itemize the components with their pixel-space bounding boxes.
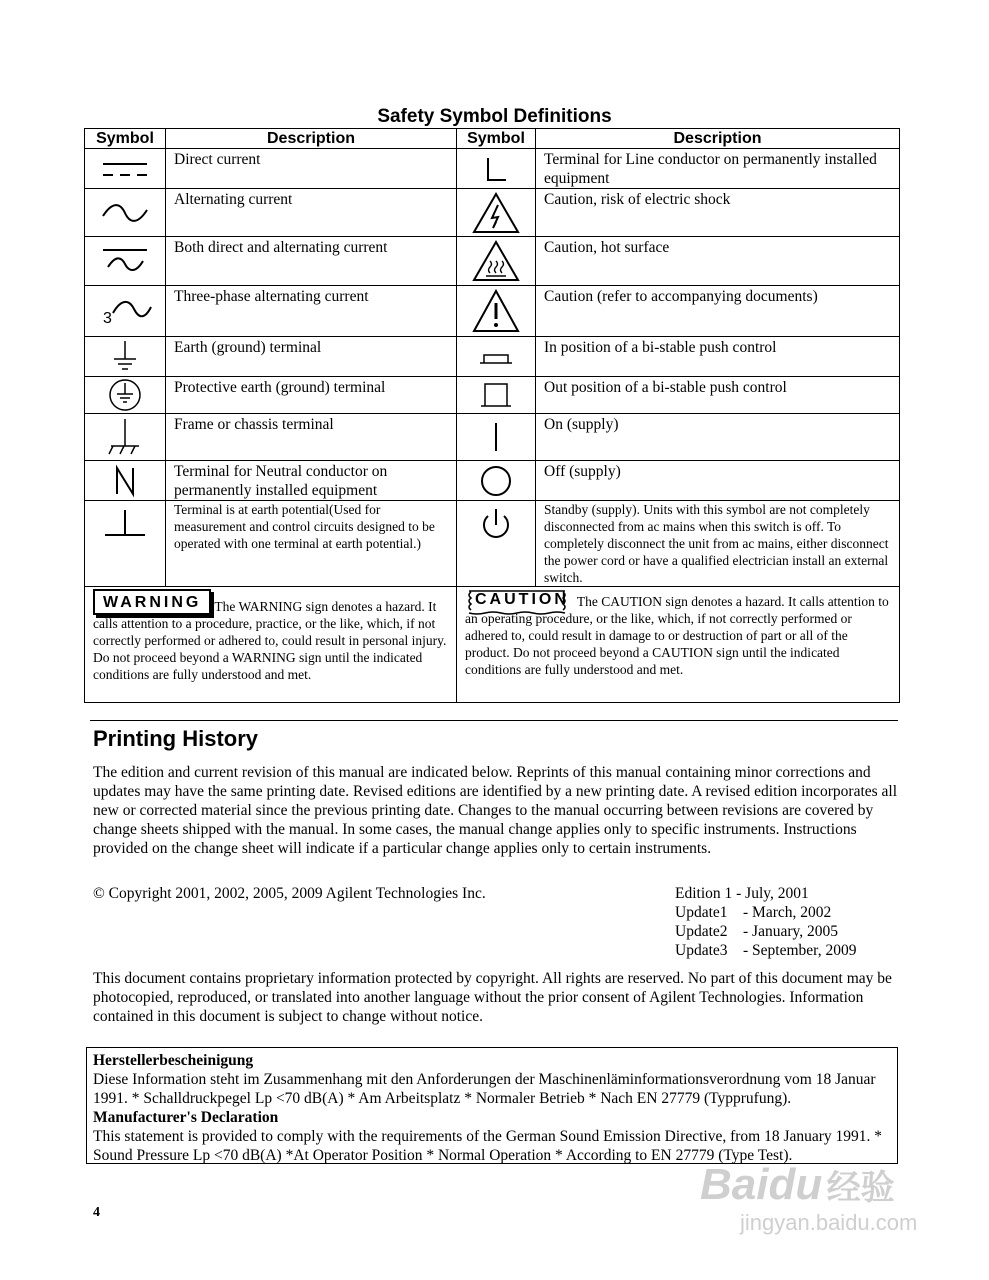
symbol-description: Protective earth (ground) terminal: [166, 377, 457, 414]
declaration-box: [86, 1047, 898, 1164]
safety-symbol-table: [84, 128, 900, 703]
table-row: [85, 149, 900, 189]
symbol-description: Direct current: [166, 149, 457, 189]
earth-ground-icon: [85, 337, 166, 377]
symbol-description: Terminal for Neutral conductor on permanently installed equipment: [166, 461, 457, 501]
caution-text: The CAUTION sign denotes a hazard. It calls attention to an operating procedure, or the like, which, if not correctly performed or adhered to, could result in damage to or destruction of part or all of the product. Do not proceed beyond a CAUTION sign until the indicated conditions are fully understood and met.: [465, 594, 889, 677]
header-symbol-2: Symbol: [457, 129, 536, 149]
caution-exclamation-icon: [457, 286, 536, 337]
table-row: [85, 501, 900, 587]
push-out-position-icon: [457, 377, 536, 414]
symbol-description: Alternating current: [166, 189, 457, 237]
symbol-description: In position of a bi-stable push control: [536, 337, 900, 377]
table-header-row: [85, 129, 900, 149]
power-on-icon: [457, 414, 536, 461]
header-symbol-1: Symbol: [85, 129, 166, 149]
warning-badge: WARNING: [93, 589, 211, 615]
header-description-1: Description: [166, 129, 457, 149]
rights-notice: This document contains proprietary information protected by copyright. All rights are reserved. No part of this document may be photocopied, reproduced, or translated into another language without the prior consent of Agilent Technologies. Information contained in this document is subject to change without notice.: [93, 970, 892, 1025]
edition-entry: Update2 - January, 2005: [675, 923, 838, 940]
svg-text:3: 3: [103, 310, 112, 327]
symbol-description: Both direct and alternating current: [166, 237, 457, 286]
protective-earth-icon: [85, 377, 166, 414]
baidu-watermark: [700, 1160, 917, 1236]
header-description-2: Description: [536, 129, 900, 149]
three-phase-ac-icon: [85, 286, 166, 337]
table-row: [85, 414, 900, 461]
symbol-description: Terminal is at earth potential(Used for measurement and control circuits designed to be operated with one terminal at earth potential.): [166, 501, 457, 587]
direct-current-icon: [85, 149, 166, 189]
electric-shock-warning-icon: [457, 189, 536, 237]
table-row: [85, 461, 900, 501]
table-row: [85, 237, 900, 286]
caution-notice: [457, 587, 900, 703]
earth-potential-icon: [85, 501, 166, 587]
line-conductor-icon: [457, 149, 536, 189]
section-divider: [90, 720, 898, 721]
watermark-cn: 经验: [826, 1169, 895, 1207]
watermark-url: jingyan.baidu.com: [740, 1210, 918, 1235]
hot-surface-warning-icon: [457, 237, 536, 286]
symbol-description: On (supply): [536, 414, 900, 461]
table-row: [85, 337, 900, 377]
watermark-brand: Baidu: [700, 1160, 823, 1209]
chassis-terminal-icon: [85, 414, 166, 461]
edition-entry: Edition 1 - July, 2001: [675, 885, 809, 902]
german-declaration-heading: Herstellerbescheinigung: [93, 1052, 254, 1069]
alternating-current-icon: [85, 189, 166, 237]
power-off-icon: [457, 461, 536, 501]
german-declaration-text: Diese Information steht im Zusammenhang mit den Anforderungen der Maschinenläminformationsverordnung vom 18 Januar 1991. * Schalldruckpegel Lp <70 dB(A) * Am Arbeitsplatz * Normaler Betrieb * Nach EN 27779 (Typprufung).: [93, 1071, 876, 1107]
english-declaration-text: This statement is provided to comply with the requirements of the German Sound Emission Directive, from 18 January 1991. * Sound Pressure Lp <70 dB(A) *At Operator Position * Normal Operation * According to EN 27779 (Type Test).: [93, 1128, 883, 1164]
symbol-description: Caution (refer to accompanying documents): [536, 286, 900, 337]
symbol-description: Out position of a bi-stable push control: [536, 377, 900, 414]
symbol-description: Frame or chassis terminal: [166, 414, 457, 461]
table-row: [85, 286, 900, 337]
english-declaration-heading: Manufacturer's Declaration: [93, 1109, 279, 1126]
edition-list: [675, 884, 856, 960]
warning-text: The WARNING sign denotes a hazard. It calls attention to a procedure, practice, or the like, which, if not correctly performed or adhered to, could result in personal injury. Do not proceed beyond a WARNING sign until the indicated conditions are fully understood and met.: [93, 599, 447, 682]
table-row: [85, 189, 900, 237]
symbol-description: Earth (ground) terminal: [166, 337, 457, 377]
printing-history-title: Printing History: [93, 726, 259, 751]
table-row: [85, 377, 900, 414]
neutral-conductor-icon: [85, 461, 166, 501]
symbol-description: Terminal for Line conductor on permanently installed equipment: [536, 149, 900, 189]
push-in-position-icon: [457, 337, 536, 377]
symbol-description: Standby (supply). Units with this symbol are not completely disconnected from ac mains when this switch is off. To completely disconnect the unit from ac mains, either disconnect the power cord or have a qualified electrician install an external switch.: [536, 501, 900, 587]
edition-entry: Update3 - September, 2009: [675, 942, 857, 959]
symbol-description: Off (supply): [536, 461, 900, 501]
caution-badge-label: CAUTION: [475, 591, 569, 608]
symbol-description: Three-phase alternating current: [166, 286, 457, 337]
warning-notice: [85, 587, 457, 703]
table-title: Safety Symbol Definitions: [377, 106, 612, 127]
caution-badge: [465, 589, 577, 610]
printing-history-body: The edition and current revision of this manual are indicated below. Reprints of this manual containing minor corrections and updates may have the same printing date. Revised editions are identified by a new printing date. A revised edition incorporates all new or corrected material since the previous printing date. Changes to the manual occurring between revisions are covered by change sheets shipped with the manual. In some cases, the manual change applies only to specific instruments. Instructions provided on the change sheet will indicate if a particular change applies only to certain instruments.: [93, 764, 898, 857]
notice-row: [85, 587, 900, 703]
copyright-notice: © Copyright 2001, 2002, 2005, 2009 Agilent Technologies Inc.: [93, 885, 486, 902]
page-number: 4: [93, 1205, 100, 1220]
symbol-description: Caution, risk of electric shock: [536, 189, 900, 237]
symbol-description: Caution, hot surface: [536, 237, 900, 286]
standby-icon: [457, 501, 536, 587]
ac-dc-icon: [85, 237, 166, 286]
edition-entry: Update1 - March, 2002: [675, 904, 832, 921]
